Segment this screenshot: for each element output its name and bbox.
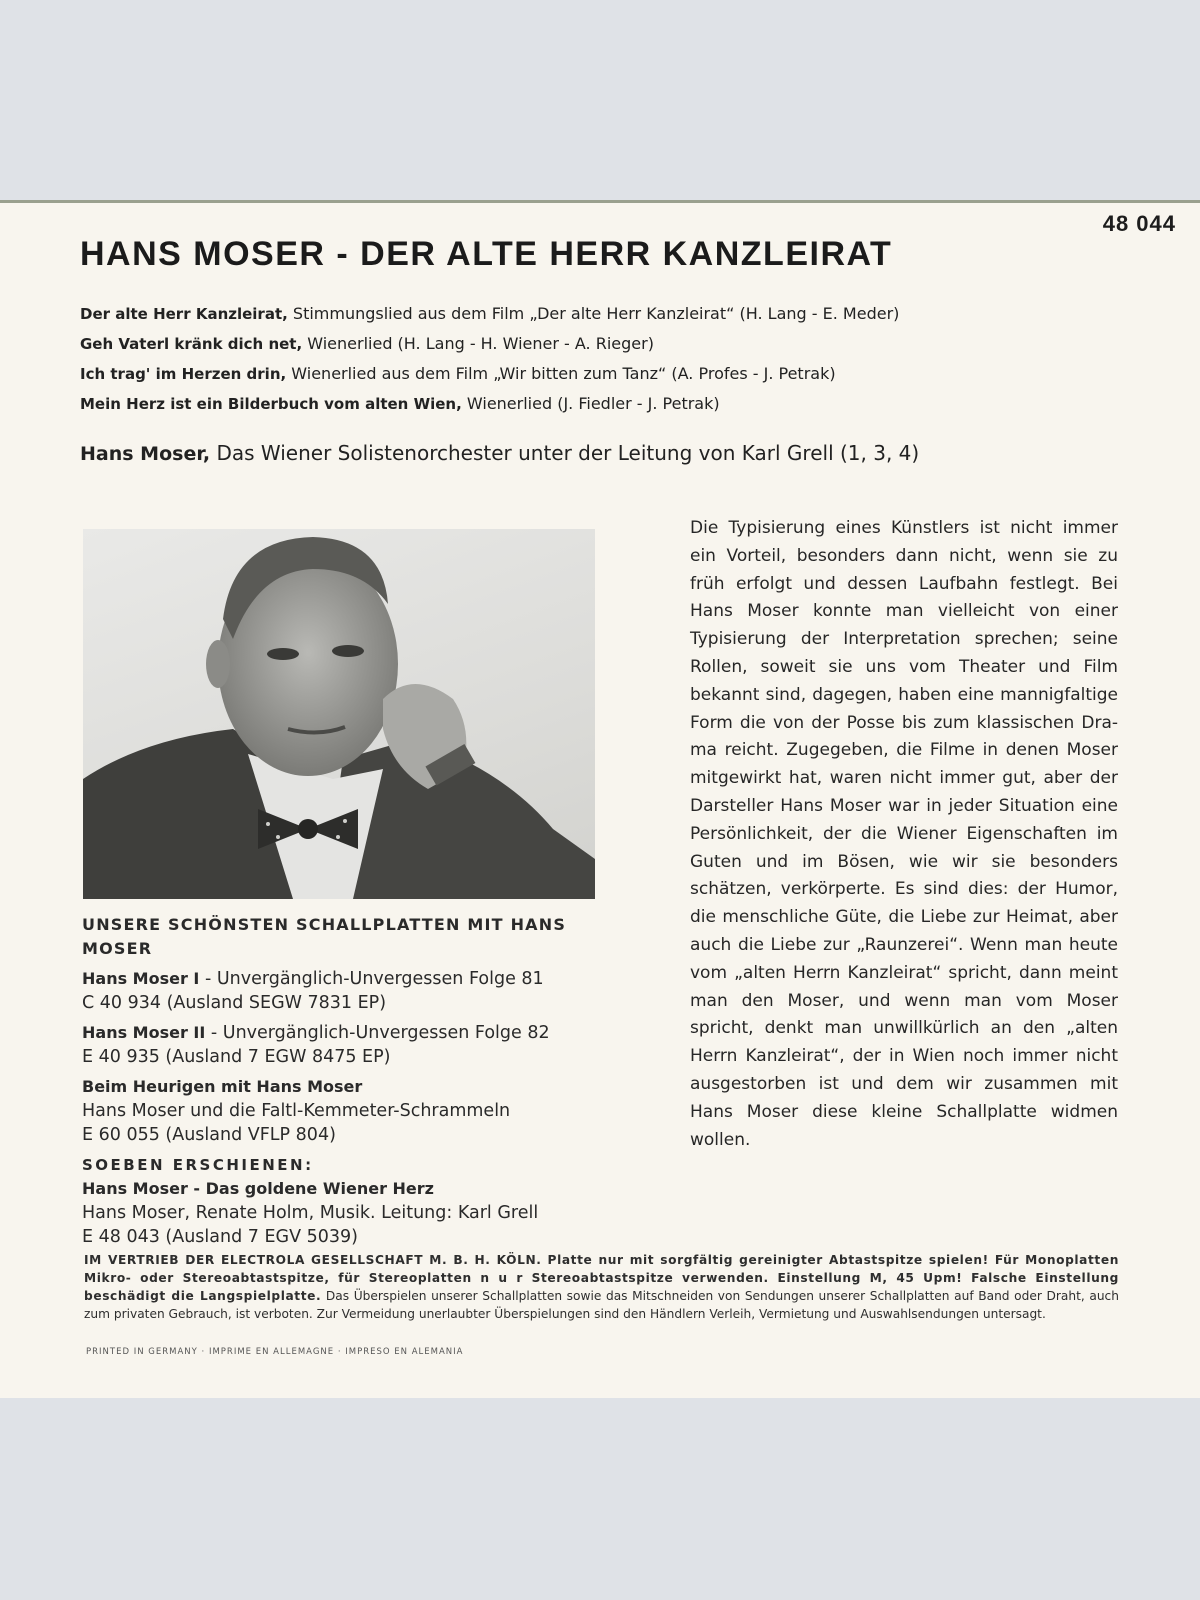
essay-text: Die Typisierung eines Künstlers ist nicht immer ein Vorteil, besonders dann nicht, wenn sie zu früh erfolgt und dessen Laufbahn festlegt. Bei Hans Moser konnte man vielleicht von einer Typisierung der Interpretation sprechen; seine Rollen, soweit sie uns vom Theater und Film bekannt sind, dagegen, haben eine mannigfaltige Form die von der Posse bis zum klassischen Drama reicht. Zugegeben, die Filme in denen Moser mitgewirkt hat, waren nicht immer gut, aber der Darsteller Hans Moser war in jeder Situation eine Persönlichkeit, der die Wiener Eigenschaften im Guten und im Bösen, wie wir sie besonders schätzen, verkörperte. Es sind dies: der Humor, die menschliche Güte, die Liebe zur Heimat, aber auch die Liebe zur „Raunzerei“. Wenn man heute vom „alten Herrn Kanzleirat“ spricht, dann meint man den Moser, und wenn man vom Moser spricht, denkt man unwillkürlich an den „alten Herrn Kanzleirat“, der in Wien noch immer nicht ausgestorben ist und dem wir zusammen mit Hans Moser diese kleine Schallplatte widmen wollen.	[690, 518, 1118, 1150]
entry-subtitle: - Unvergänglich-Unvergessen Folge 82	[205, 1023, 550, 1043]
new-release-line2: Hans Moser, Renate Holm, Musik. Leitung: Karl Grell	[82, 1203, 539, 1223]
track-item	[80, 389, 1160, 419]
entry-catalog: E 40 935 (Ausland 7 EGW 8475 EP)	[82, 1047, 391, 1067]
performer-orchestra: Das Wiener Solistenorchester unter der Leitung von Karl Grell (1, 3, 4)	[210, 441, 920, 465]
entry-catalog: C 40 934 (Ausland SEGW 7831 EP)	[82, 993, 387, 1013]
new-release-catalog: E 48 043 (Ausland 7 EGV 5039)	[82, 1227, 358, 1247]
liner-notes-essay	[690, 515, 1118, 1154]
playback-notice: Platte nur mit sorgfältig gereinigter Abtastspitze spielen! Für Monoplatten Mikro- oder Stereoabtastspitze, für Stereoplatten n u r Stereoabtastspitze verwenden. Einstellung M, 45 Upm! Falsche Einstellung beschädigt die Langspielplatte.	[84, 1253, 1119, 1303]
entry-catalog: E 60 055 (Ausland VFLP 804)	[82, 1125, 336, 1145]
entry-title: Hans Moser II	[82, 1023, 206, 1042]
track-item	[80, 299, 1160, 329]
entry-line2: Hans Moser und die Faltl-Kemmeter-Schrammeln	[82, 1101, 511, 1121]
discography-entry	[82, 967, 602, 1015]
track-title: Mein Herz ist ein Bilderbuch vom alten Wien,	[80, 395, 462, 413]
new-release-entry	[82, 1177, 602, 1249]
entry-title: Hans Moser I	[82, 969, 200, 988]
track-title: Der alte Herr Kanzleirat,	[80, 305, 288, 323]
record-title: HANS MOSER - DER ALTE HERR KANZLEIRAT	[80, 235, 893, 273]
discography-section	[82, 913, 602, 1255]
portrait-photo	[83, 529, 595, 899]
track-list	[80, 299, 1160, 419]
new-release-title: Hans Moser - Das goldene Wiener Herz	[82, 1179, 434, 1198]
performer-name: Hans Moser,	[80, 443, 211, 465]
track-item	[80, 359, 1160, 389]
catalog-number: 48 044	[1102, 211, 1176, 236]
record-sleeve-back	[0, 200, 1200, 1398]
entry-subtitle: - Unvergänglich-Unvergessen Folge 81	[199, 969, 544, 989]
discography-heading: UNSERE SCHÖNSTEN SCHALLPLATTEN MIT HANS MOSER	[82, 915, 567, 958]
performer-credit	[80, 441, 919, 465]
track-description: Stimmungslied aus dem Film „Der alte Herr Kanzleirat“ (H. Lang - E. Meder)	[287, 304, 900, 323]
copyright-notice: Das Überspielen unserer Schallplatten sowie das Mitschneiden von Sendungen unserer Schallplatten auf Band oder Draht, auch zum privaten Gebrauch, ist verboten. Zur Vermeidung unerlaubter Überspielungen sind den Händlern Verleih, Vermietung und Auswahlsendungen untersagt.	[84, 1289, 1119, 1321]
printed-in-label: PRINTED IN GERMANY · IMPRIME EN ALLEMAGNE · IMPRESO EN ALEMANIA	[86, 1347, 464, 1357]
discography-entry	[82, 1021, 602, 1069]
track-title: Geh Vaterl kränk dich net,	[80, 335, 303, 353]
portrait-image-icon	[83, 529, 595, 899]
track-description: Wienerlied (H. Lang - H. Wiener - A. Rieger)	[302, 334, 654, 353]
track-item	[80, 329, 1160, 359]
entry-title: Beim Heurigen mit Hans Moser	[82, 1077, 363, 1096]
track-title: Ich trag' im Herzen drin,	[80, 365, 287, 383]
legal-notice	[84, 1251, 1119, 1323]
new-release-heading: SOEBEN ERSCHIENEN:	[82, 1156, 314, 1174]
track-description: Wienerlied (J. Fiedler - J. Petrak)	[461, 394, 720, 413]
discography-entry	[82, 1075, 602, 1147]
distributor-notice: IM VERTRIEB DER ELECTROLA GESELLSCHAFT M. B. H. KÖLN.	[84, 1253, 542, 1267]
track-description: Wienerlied aus dem Film „Wir bitten zum Tanz“ (A. Profes - J. Petrak)	[286, 364, 836, 383]
